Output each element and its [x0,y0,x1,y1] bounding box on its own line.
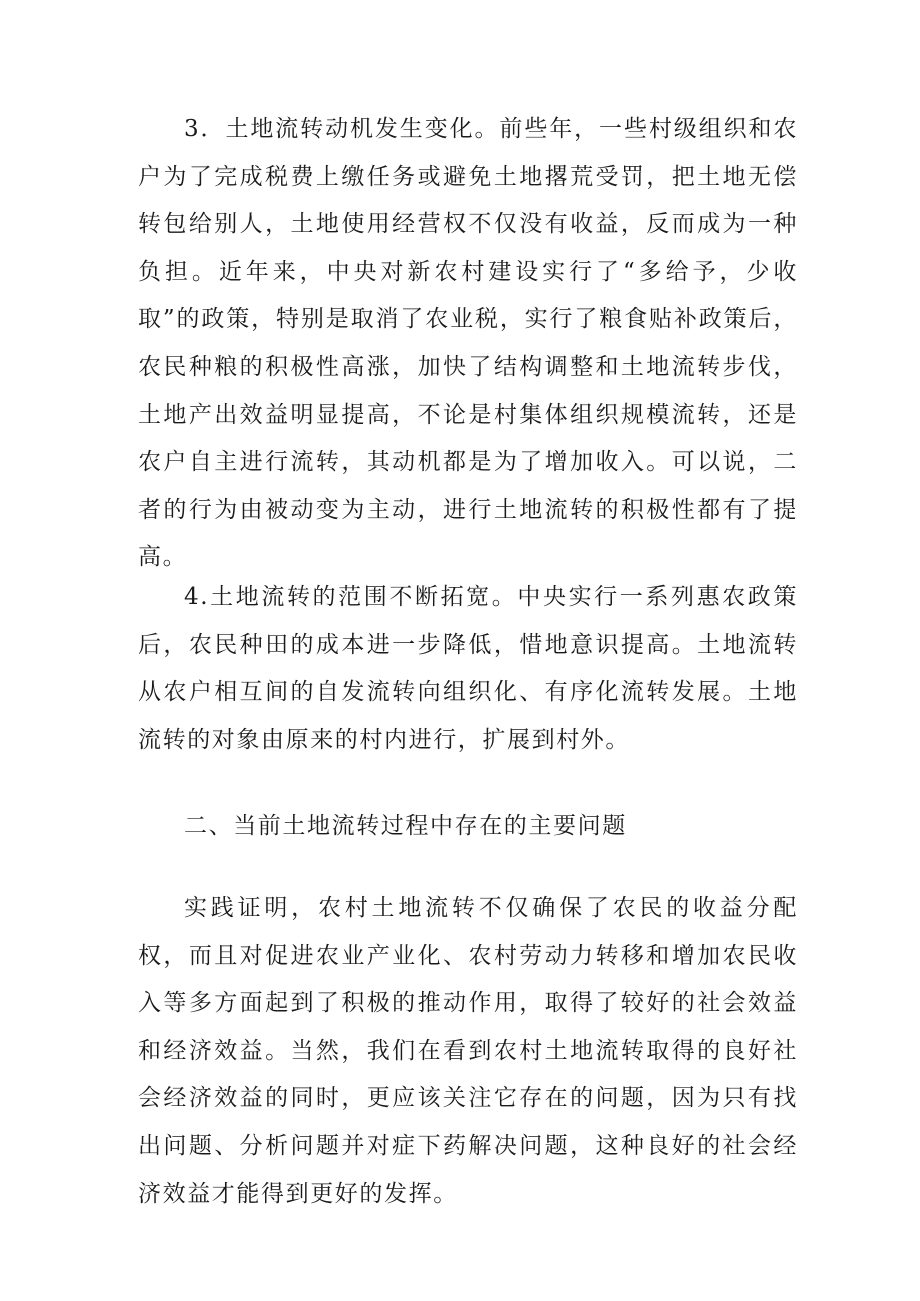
paragraph-land-transfer-motive: 3．土地流转动机发生变化。前些年，一些村级组织和农户为了完成税费上缴任务或避免土地撂荒受罚，把土地无偿转包给别人，土地使用经营权不仅没有收益，反而成为一种负担。近年来，中央对新农村建设实行了“多给予，少收取”的政策，特别是取消了农业税，实行了粮食贴补政策后，农民种粮的积极性高涨，加快了结构调整和土地流转步伐，土地产出效益明显提高，不论是村集体组织规模流转，还是农户自主进行流转，其动机都是为了增加收入。可以说，二者的行为由被动变为主动，进行土地流转的积极性都有了提高。 [138,116,798,571]
section-heading-main-problems: 二、当前土地流转过程中存在的主要问题 [184,813,627,839]
paragraph-land-transfer-scope: 4.土地流转的范围不断拓宽。中央实行一系列惠农政策后，农民种田的成本进一步降低，惜地意识提高。土地流转从农户相互间的自发流转向组织化、有序化流转发展。土地流转的对象由原来的村内进行，扩展到村外。 [138,584,798,753]
paragraph-practice-proves: 实践证明，农村土地流转不仅确保了农民的收益分配权，而且对促进农业产业化、农村劳动力转移和增加农民收入等多方面起到了积极的推动作用，取得了较好的社会效益和经济效益。当然，我们在看到农村土地流转取得的良好社会经济效益的同时，更应该关注它存在的问题，因为只有找出问题、分析问题并对症下药解决问题，这种良好的社会经济效益才能得到更好的发挥。 [138,895,798,1207]
